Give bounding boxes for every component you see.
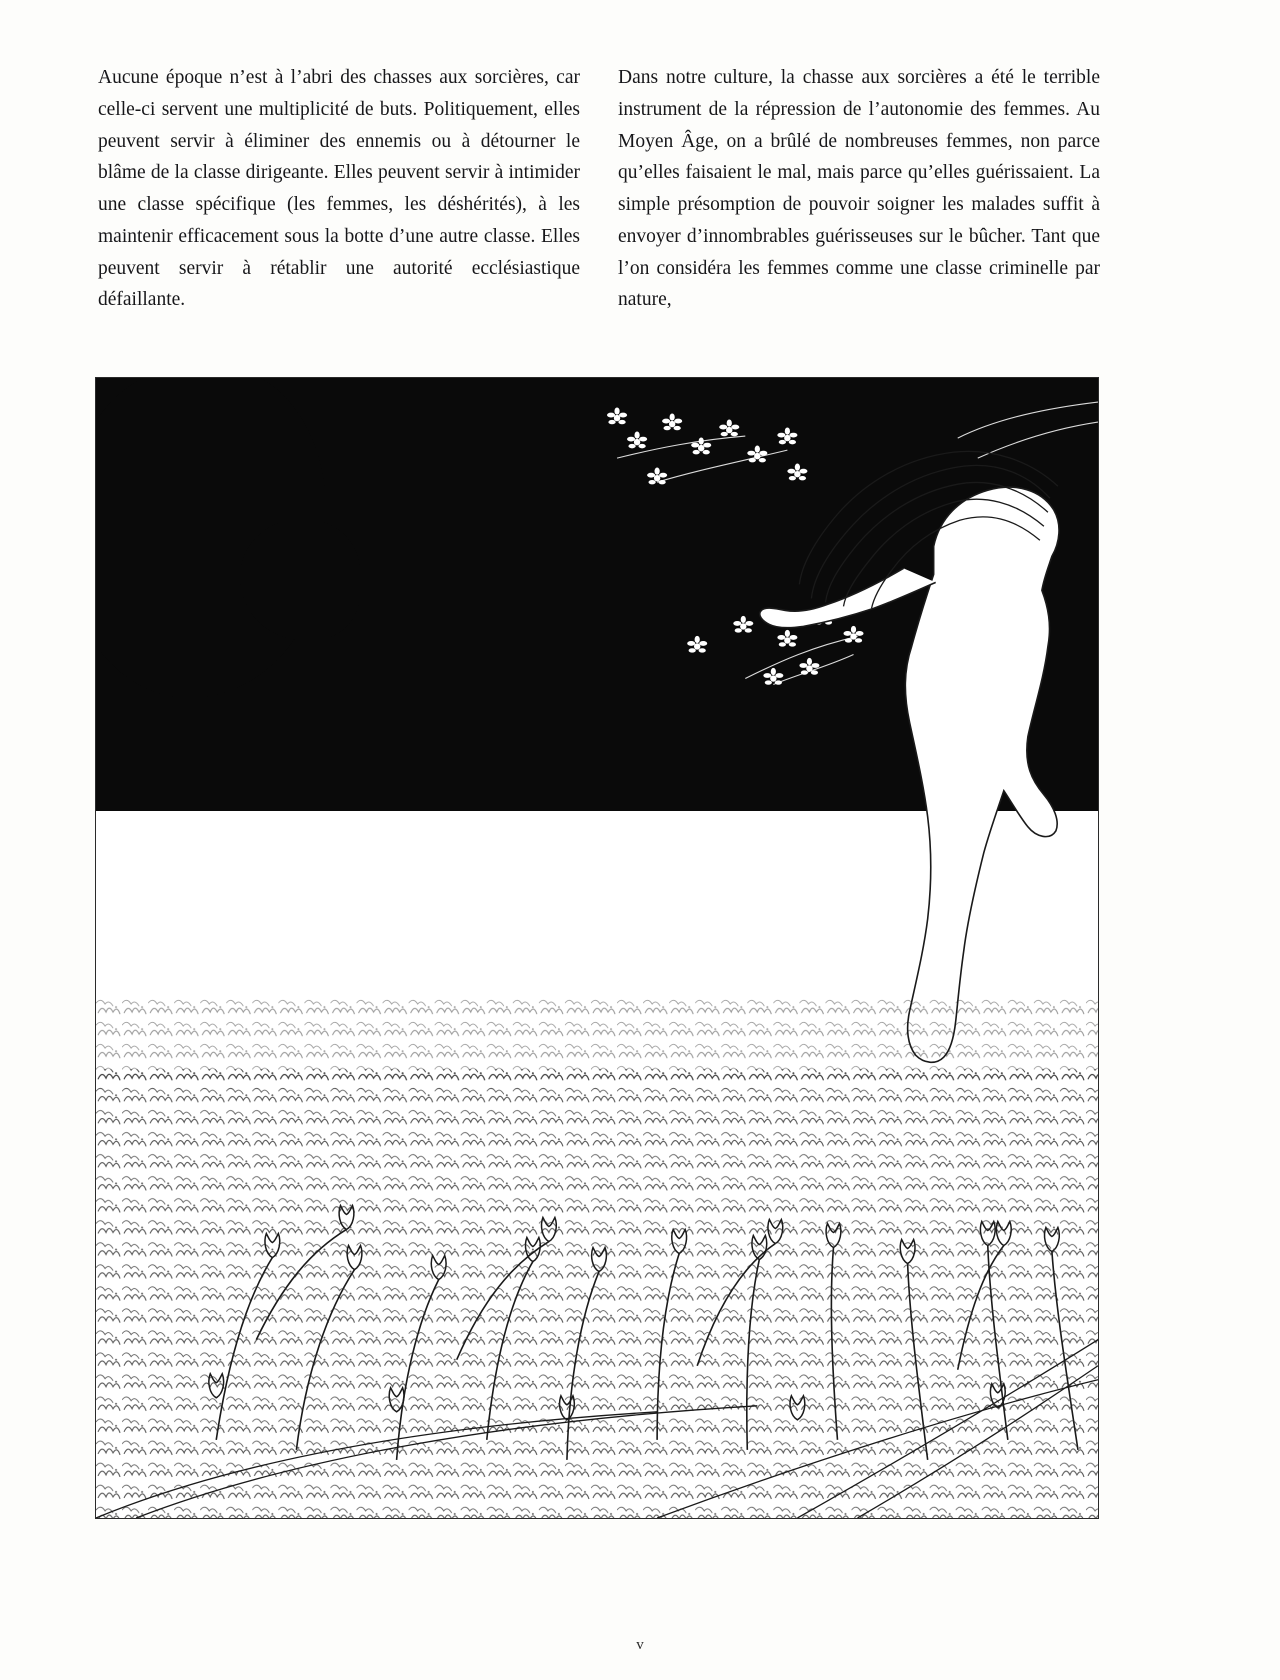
female-figure xyxy=(760,487,1059,1062)
body-text xyxy=(98,62,1100,316)
paragraph-right: Dans notre culture, la chasse aux sorcières a été le terrible instrument de la répression de l’autonomie des femmes. Au Moyen Âge, on a brûlé de nombreuses femmes, non parce qu’elles faisaient le mal, mais parce qu’elles guérissaient. La simple présomption de pouvoir soigner les malades suffit à envoyer d’innombrables guérisseuses sur le bûcher. Tant que l’on considéra les femmes comme une classe criminelle par nature, xyxy=(618,67,1100,311)
page-folio: v xyxy=(636,1637,644,1653)
paragraph-left: Aucune époque n’est à l’abri des chasses aux sorcières, car celle-ci servent une multiplicité de buts. Politiquement, elles peuvent servir à éliminer des ennemis ou à détourner le blâme de la classe dirigeante. Elles peuvent servir à intimider une classe spécifique (les femmes, les déshérités), à les maintenir efficacement sous la botte d’une autre classe. Elles peuvent servir à rétablir une autorité ecclésiastique défaillante. xyxy=(98,67,580,311)
illustration-frame xyxy=(95,377,1099,1519)
text-column-right xyxy=(618,62,1100,316)
text-column-left xyxy=(98,62,580,316)
illustration-linework xyxy=(96,378,1098,1518)
ground-texture-upper xyxy=(96,999,1098,1089)
ground-texture xyxy=(96,1069,1098,1518)
illustration-canvas xyxy=(96,378,1098,1518)
sky-blossoms xyxy=(607,407,864,684)
